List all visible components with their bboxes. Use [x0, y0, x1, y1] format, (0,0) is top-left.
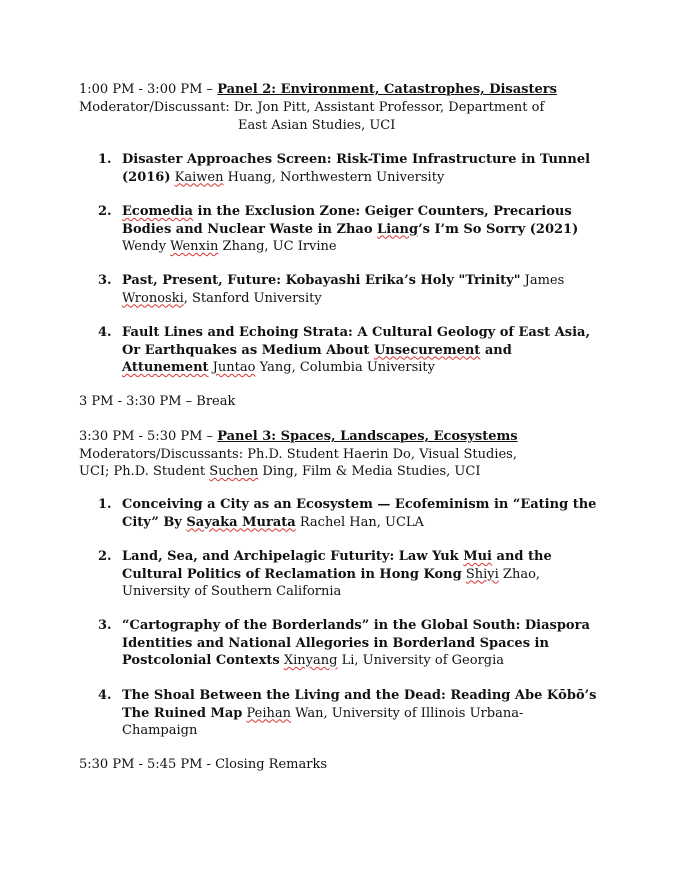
panel2-item-4-number: 4.	[98, 325, 112, 340]
paper-title-author-line	[122, 359, 622, 377]
title-text: and	[480, 342, 512, 358]
panel2-item-2-number: 2.	[98, 204, 112, 219]
paper-title-author-line	[122, 566, 622, 584]
title-word: Mui	[463, 549, 492, 564]
title-text: The Ruined Map	[122, 705, 243, 721]
paper-title-author-line	[122, 169, 622, 187]
title-text: Or Earthquakes as Medium About	[122, 342, 374, 358]
author-word: Wronoski	[122, 290, 184, 306]
paper-title-line	[122, 548, 622, 566]
paper-title-line: Conceiving a City as an Ecosystem — Ecofeminism in “Eating the	[122, 497, 597, 512]
author-affiliation: Yang, Columbia University	[255, 360, 435, 375]
panel3-heading	[79, 428, 518, 446]
title-text: Land, Sea, and Archipelagic Futurity: Law Yuk	[122, 549, 464, 564]
title-text: and the	[492, 549, 552, 564]
paper-title-author-line	[122, 705, 622, 723]
panel2-moderator-line1: Moderator/Discussant: Dr. Jon Pitt, Assistant Professor, Department of	[79, 100, 545, 115]
moderator-text: UCI; Ph.D. Student	[79, 464, 210, 479]
moderator-word: Suchen	[209, 464, 259, 479]
break-line: 3 PM - 3:30 PM – Break	[79, 394, 236, 409]
panel2-heading	[79, 81, 557, 99]
panel2-item-2	[122, 203, 622, 256]
paper-title-line	[122, 272, 622, 290]
panel2-item-3	[122, 272, 622, 307]
paper-title-line	[122, 342, 622, 360]
panel3-item-1	[122, 496, 622, 531]
author-line	[122, 238, 622, 256]
paper-title-author-line	[122, 514, 622, 532]
paper-title-line: The Shoal Between the Living and the Dead: Reading Abe Kōbō’s	[122, 688, 597, 703]
panel3-item-2	[122, 548, 622, 601]
paper-title-line	[122, 221, 622, 239]
title-word: Sayaka Murata	[186, 514, 296, 530]
panel2-item-1	[122, 151, 622, 186]
author-text: Zhao,	[498, 566, 541, 582]
paper-title-line: Fault Lines and Echoing Strata: A Cultural Geology of East Asia,	[122, 325, 590, 340]
author-affiliation-line: Champaign	[122, 723, 198, 738]
panel3-item-3-number: 3.	[98, 618, 112, 633]
panel3-item-4-number: 4.	[98, 688, 112, 703]
author-text: Wendy	[122, 239, 171, 254]
panel3-item-2-number: 2.	[98, 549, 112, 564]
panel3-item-1-number: 1.	[98, 497, 112, 512]
title-word: Attunement	[122, 360, 209, 375]
title-text: Cultural Politics of Reclamation in Hong Kong	[122, 566, 462, 582]
closing-line: 5:30 PM - 5:45 PM - Closing Remarks	[79, 757, 327, 772]
panel3-title: Panel 3: Spaces, Landscapes, Ecosystems	[217, 429, 518, 444]
title-text: Bodies and Nuclear Waste in Zhao	[122, 221, 378, 237]
author-line	[122, 290, 622, 308]
title-word: Liang	[377, 221, 419, 237]
title-word: Ecomedia	[122, 204, 193, 219]
paper-title-line: “Cartography of the Borderlands” in the Global South: Diaspora	[122, 618, 590, 633]
title-text: City” By	[122, 514, 187, 530]
author-word: Juntao	[212, 360, 256, 375]
author-text: James	[520, 273, 565, 288]
panel3-moderator-line2	[79, 463, 480, 481]
author-affiliation-line: University of Southern California	[122, 584, 342, 599]
author-word: Shiyi	[465, 566, 499, 582]
panel2-time: 1:00 PM - 3:00 PM –	[79, 82, 218, 97]
title-text: ’s I’m So Sorry (2021)	[418, 221, 579, 237]
panel2-moderator-line2: East Asian Studies, UCI	[238, 118, 396, 133]
panel3-item-3	[122, 617, 622, 670]
panel3-time: 3:30 PM - 5:30 PM –	[79, 429, 218, 444]
author-word: Xinyang	[283, 653, 338, 668]
paper-title-end: (2016)	[122, 169, 171, 185]
panel3-moderator-line1: Moderators/Discussants: Ph.D. Student Haerin Do, Visual Studies,	[79, 447, 517, 462]
author-affiliation: Huang, Northwestern University	[223, 169, 445, 185]
author-word: Wenxin	[170, 239, 219, 254]
panel2-item-3-number: 3.	[98, 273, 112, 288]
panel2-item-1-number: 1.	[98, 152, 112, 167]
moderator-text: Ding, Film & Media Studies, UCI	[258, 464, 481, 479]
title-text: Postcolonial Contexts	[122, 653, 280, 668]
author-affiliation: , Stanford University	[183, 290, 322, 306]
paper-title-line: Identities and National Allegories in Borderland Spaces in	[122, 635, 549, 651]
author-affiliation: Zhang, UC Irvine	[218, 239, 337, 254]
title-word: Unsecurement	[373, 342, 481, 358]
title-text: in the Exclusion Zone: Geiger Counters, Precarious	[192, 204, 572, 219]
author-first-name: Kaiwen	[174, 169, 224, 185]
author-affiliation: Wan, University of Illinois Urbana-	[291, 705, 524, 721]
author-word: Peihan	[246, 705, 292, 721]
paper-title-line: Disaster Approaches Screen: Risk-Time Infrastructure in Tunnel	[122, 152, 591, 167]
author-affiliation: Li, University of Georgia	[337, 653, 505, 668]
paper-title-author-line	[122, 652, 622, 670]
panel2-item-4	[122, 324, 622, 377]
panel2-title: Panel 2: Environment, Catastrophes, Disasters	[217, 82, 557, 97]
panel3-item-4	[122, 687, 622, 740]
paper-title-line	[122, 203, 622, 221]
title-text: Past, Present, Future: Kobayashi Erika’s Holy "Trinity"	[122, 273, 521, 288]
author-affiliation: Rachel Han, UCLA	[295, 514, 424, 530]
